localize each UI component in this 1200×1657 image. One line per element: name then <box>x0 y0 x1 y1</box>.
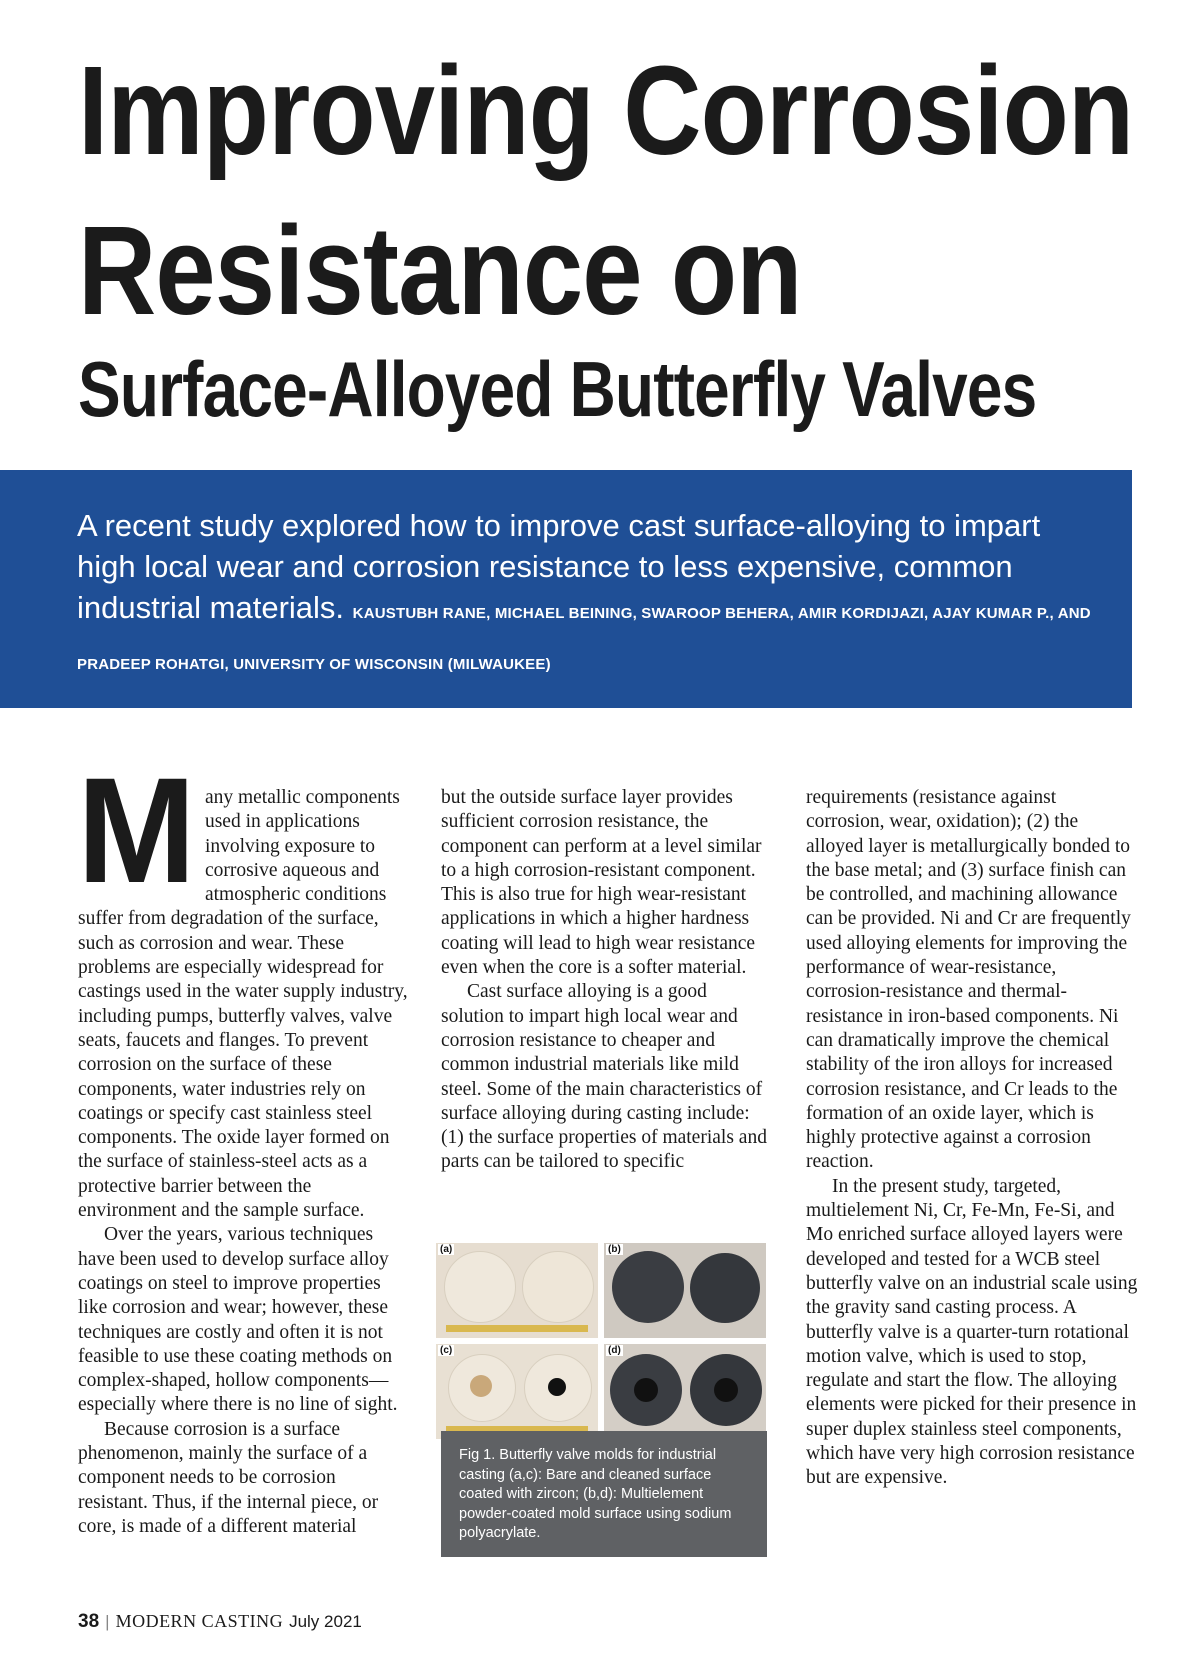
paragraph: requirements (resistance against corrosion, wear, oxidation); (2) the alloyed layer is metallurgically bonded to the base metal; and (3) surface finish can be controlled, and machining allowance can be provided. Ni and Cr are frequently used alloying elements for improving the performance of wear-resistance, corrosion-resistance and thermal-resistance in iron-based components. Ni can dramatically improve the chemical stability of the iron alloys for increased corrosion resistance, and Cr leads to the formation of an oxide layer, which is highly protective against a corrosion reaction. <box>806 787 1131 1173</box>
coated-mold-disc <box>612 1251 684 1323</box>
article-column-3 <box>806 786 1138 1491</box>
panel-label: (c) <box>440 1345 453 1356</box>
page-footer <box>78 1611 362 1633</box>
paragraph: Over the years, various techniques have been used to develop surface alloy coatings on steel to improve properties like corrosion and wear; however, these techniques are costly and often it is not feasible to use these coating methods on complex-shaped, hollow components—especially where there is no line of sight. <box>78 1224 398 1416</box>
article-title-line-2: Resistance on <box>78 200 802 341</box>
mold-hole <box>634 1378 658 1402</box>
paragraph <box>77 746 410 1223</box>
article-column-1 <box>77 746 410 1539</box>
deck <box>77 505 1097 689</box>
panel-label: (a) <box>440 1244 453 1255</box>
figure-panel-a <box>436 1243 598 1338</box>
magazine-name: MODERN CASTING <box>115 1611 284 1631</box>
mold-hole <box>548 1378 566 1396</box>
figure-panel-b <box>604 1243 766 1338</box>
panel-label: (d) <box>608 1345 621 1356</box>
figure-caption: Fig 1. Butterfly valve molds for industrial casting (a,c): Bare and cleaned surface coated with zircon; (b,d): Multielement powder-coated mold surface using sodium polyacrylate. <box>441 1431 767 1557</box>
mold-hole <box>714 1378 738 1402</box>
coated-mold-disc <box>690 1253 760 1323</box>
panel-label: (b) <box>608 1244 621 1255</box>
figure-panel-d <box>604 1344 766 1439</box>
figure-1 <box>436 1243 766 1439</box>
ruler <box>446 1325 588 1332</box>
mold-core <box>470 1375 492 1397</box>
paragraph: Because corrosion is a surface phenomenon, mainly the surface of a component needs to be corrosion resistant. Thus, if the internal piece, or core, is made of a different material <box>78 1418 379 1537</box>
article-subtitle: Surface-Alloyed Butterfly Valves <box>78 345 1037 433</box>
issue-date: July 2021 <box>289 1612 362 1631</box>
paragraph: Cast surface alloying is a good solution to impart high local wear and corrosion resistance to cheaper and common industrial materials like mild steel. Some of the main characteristics of surface alloying during casting include: (1) the surface properties of materials and parts can be tailored to specific <box>441 981 767 1173</box>
paragraph-text: any metallic components used in applications involving exposure to corrosive aqueous and atmospheric conditions suffer from degradation of the surface, such as corrosion and wear. These problems are especially widespread for castings used in the water supply industry, including pumps, butterfly valves, valve seats, faucets and flanges. To prevent corrosion on the surface of these components, water industries rely on coatings or specify cast stainless steel components. The oxide layer formed on the surface of stainless-steel acts as a protective barrier between the environment and the sample surface. <box>78 787 408 1222</box>
paragraph: but the outside surface layer provides sufficient corrosion resistance, the component can perform at a level similar to a high corrosion-resistant component. This is also true for high wear-resistant applications in which a higher hardness coating will lead to high wear resistance even when the core is a softer material. <box>441 787 762 979</box>
paragraph: In the present study, targeted, multielement Ni, Cr, Fe-Mn, Fe-Si, and Mo enriched surface alloyed layers were developed and tested for a WCB steel butterfly valve on an industrial scale using the gravity sand casting process. A butterfly valve is a quarter-turn rotational motion valve, which is used to stop, regulate and start the flow. The alloying elements were picked for their presence in super duplex stainless steel components, which have very high corrosion resistance but are expensive. <box>806 1175 1138 1489</box>
author-byline: KAUSTUBH RANE, MICHAEL BEINING, SWAROOP BEHERA, AMIR KORDIJAZI, AJAY KUMAR P., AND PRADEEP ROHATGI, UNIVERSITY OF WISCONSIN (MILWAUKEE) <box>77 605 1091 673</box>
deck-text: A recent study explored how to improve cast surface-alloying to impart high local wear and corrosion resistance to less expensive, common industrial materials. <box>77 508 1041 625</box>
page-number: 38 <box>78 1611 100 1632</box>
figure-panel-c <box>436 1344 598 1439</box>
drop-cap: M <box>77 746 196 914</box>
footer-divider: | <box>105 1612 110 1631</box>
mold-disc <box>444 1251 516 1323</box>
article-title-line-1: Improving Corrosion <box>78 40 1134 181</box>
article-column-2 <box>441 786 771 1175</box>
mold-disc <box>522 1251 594 1323</box>
